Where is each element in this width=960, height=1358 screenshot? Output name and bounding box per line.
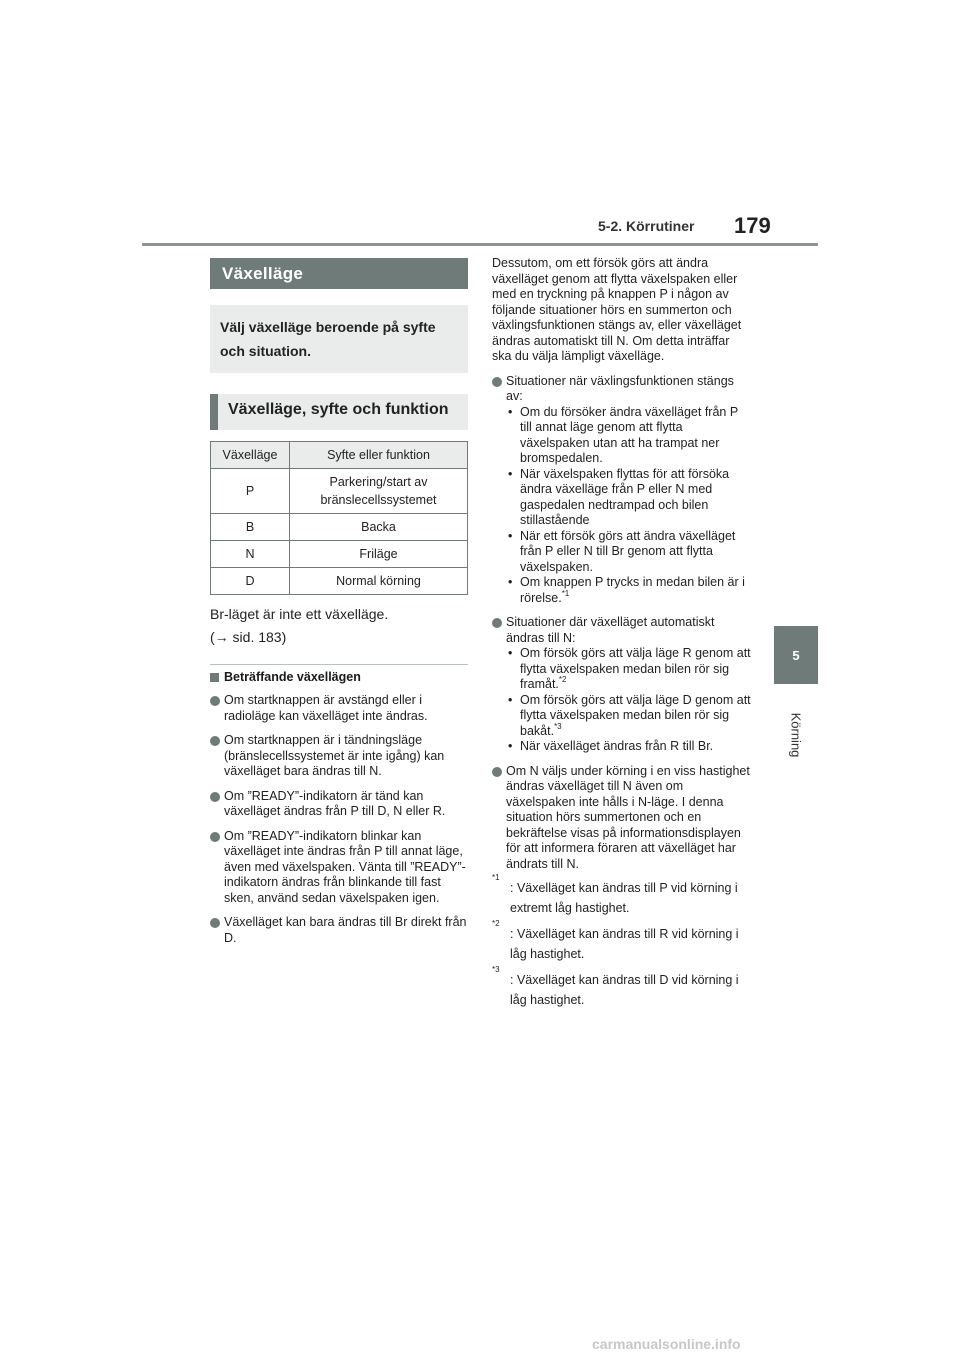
sub-list-item: • När växelspaken flyttas för att försöka ändra växelläge från P eller N med gaspedalen nedtrampad och bilen stillastående — [506, 467, 752, 529]
table-header-row — [211, 442, 468, 469]
circle-bullet-icon — [210, 918, 220, 928]
page-reference-link[interactable]: (→ sid. 183) — [210, 629, 287, 645]
sub-list-item — [506, 575, 752, 606]
table-cell-purpose: Backa — [290, 514, 468, 541]
footnote-mark: *1 — [492, 873, 500, 882]
table-cell-purpose: Friläge — [290, 541, 468, 568]
footnote — [492, 873, 752, 918]
circle-bullet-icon — [210, 832, 220, 842]
table-row — [211, 541, 468, 568]
circle-bullet-icon — [492, 767, 502, 777]
list-item-text: Växelläget kan bara ändras till Br direkt från D. — [224, 915, 467, 945]
section-title: Växelläge — [210, 258, 468, 289]
chapter-tab-label-text: Körning — [788, 712, 804, 758]
table-cell-mode: D — [211, 568, 290, 595]
subsection-title: Växelläge, syfte och funktion — [210, 394, 468, 430]
header-rule — [142, 243, 818, 246]
gear-table — [210, 441, 468, 595]
table-cell-mode: P — [211, 469, 290, 514]
footnote-marker: *3 — [554, 721, 562, 731]
sub-list — [506, 646, 752, 755]
footnote-text: : Växelläget kan ändras till P vid körning i extremt låg hastighet. — [510, 881, 738, 915]
sub-list-item-text: Om knappen P trycks in medan bilen är i rörelse. — [520, 575, 745, 605]
list-item — [210, 789, 468, 820]
footnote-text: : Växelläget kan ändras till R vid körning i låg hastighet. — [510, 927, 739, 961]
section-divider — [210, 664, 468, 665]
note-text: Br-läget är inte ett växelläge. — [210, 606, 389, 622]
footnote-mark: *2 — [492, 919, 500, 928]
sub-list-item-text: Om försök görs att välja läge R genom att flytta växelspaken medan bilen rör sig framåt. — [520, 646, 751, 691]
footnote-mark: *3 — [492, 965, 500, 974]
section-heading-text: Beträffande växellägen — [224, 670, 361, 684]
intro-paragraph: Dessutom, om ett försök görs att ändra växelläget genom att flytta växelspaken eller med en tryckning på knappen P i någon av följande situationer hörs en summerton och växlingsfunktionen stängs av, eller växelläget ändras automatiskt till N. Om detta inträffar ska du välja lämpligt växelläge. — [492, 256, 742, 363]
chapter-tab-number: 5 — [792, 647, 800, 663]
footnote-marker: *2 — [558, 675, 567, 684]
sub-list-item: • När ett försök görs att ändra växelläget från P eller N till Br genom att flytta växelspaken. — [506, 529, 752, 576]
sub-list-item: • Om du försöker ändra växelläget från P till annat läge genom att flytta växelspaken utan att ha trampat ner bromspedalen. — [506, 405, 752, 467]
list-item — [492, 764, 752, 873]
circle-bullet-icon — [210, 792, 220, 802]
table-cell-purpose: Parkering/start av bränslecellssystemet — [290, 469, 468, 514]
left-column — [210, 258, 468, 946]
footnote — [492, 919, 752, 964]
list-item-text: Om startknappen är avstängd eller i radioläge kan växelläget inte ändras. — [224, 693, 428, 723]
table-row — [211, 514, 468, 541]
circle-bullet-icon — [492, 377, 502, 387]
list-item — [492, 615, 752, 755]
circle-bullet-icon — [210, 736, 220, 746]
list-item — [210, 733, 468, 780]
table-header-purpose: Syfte eller funktion — [290, 442, 468, 469]
table-row — [211, 568, 468, 595]
list-item-text: Om ”READY”-indikatorn är tänd kan växelläget ändras från P till D, N eller R. — [224, 788, 446, 818]
square-bullet-icon — [210, 673, 219, 682]
chapter-tab[interactable] — [774, 626, 818, 684]
right-column — [492, 256, 752, 1010]
list-item-text: Om startknappen är i tändningsläge (bränslecellssystemet är inte igång) kan växelläget bara ändras till N. — [224, 733, 445, 778]
table-header-mode: Växelläge — [211, 442, 290, 469]
chapter-label: 5-2. Körrutiner — [598, 218, 695, 234]
list-item — [210, 915, 468, 946]
list-item — [210, 693, 468, 724]
page-number: 179 — [734, 213, 771, 238]
sub-list-item — [506, 693, 752, 740]
sub-list-item-text: Om försök görs att välja läge D genom att flytta växelspaken medan bilen rör sig bakåt. — [520, 692, 751, 738]
table-row — [211, 469, 468, 514]
list-item-text: Situationer när växlingsfunktionen stängs av: — [506, 373, 734, 403]
list-item — [492, 374, 752, 607]
footnote-marker: *1 — [561, 588, 570, 598]
footnote — [492, 965, 752, 1010]
watermark: carmanualsonline.info — [592, 1336, 741, 1352]
sub-list-item: • När växelläget ändras från R till Br. — [506, 739, 752, 755]
sub-list-item — [506, 646, 752, 693]
list-item-text: Om N väljs under körning i en viss hastighet ändras växelläget till N även om växelspaken inte hålls i N-läge. I denna situation hörs summertonen och en bekräftelse visas på informationsdisplayen för att informera föraren att växelläget har ändrats till N. — [506, 763, 750, 871]
sub-list — [506, 405, 752, 607]
table-cell-purpose: Normal körning — [290, 568, 468, 595]
section-heading — [210, 670, 468, 684]
table-cell-mode: N — [211, 541, 290, 568]
list-item — [210, 829, 468, 907]
circle-bullet-icon — [210, 696, 220, 706]
circle-bullet-icon — [492, 618, 502, 628]
list-item-text: Om ”READY”-indikatorn blinkar kan växelläget inte ändras från P till annat läge, även med växelspaken. Vänta till ”READY”-indikatorn ändras från blinkande till fast sken, använd sedan växelspaken igen. — [224, 828, 466, 905]
chapter-tab-label — [774, 690, 818, 780]
table-cell-mode: B — [211, 514, 290, 541]
intro-box: Välj växelläge beroende på syfte och situation. — [210, 305, 468, 373]
list-item-text: Situationer där växelläget automatiskt ändras till N: — [506, 615, 715, 645]
footnote-text: : Växelläget kan ändras till D vid körning i låg hastighet. — [510, 973, 739, 1007]
